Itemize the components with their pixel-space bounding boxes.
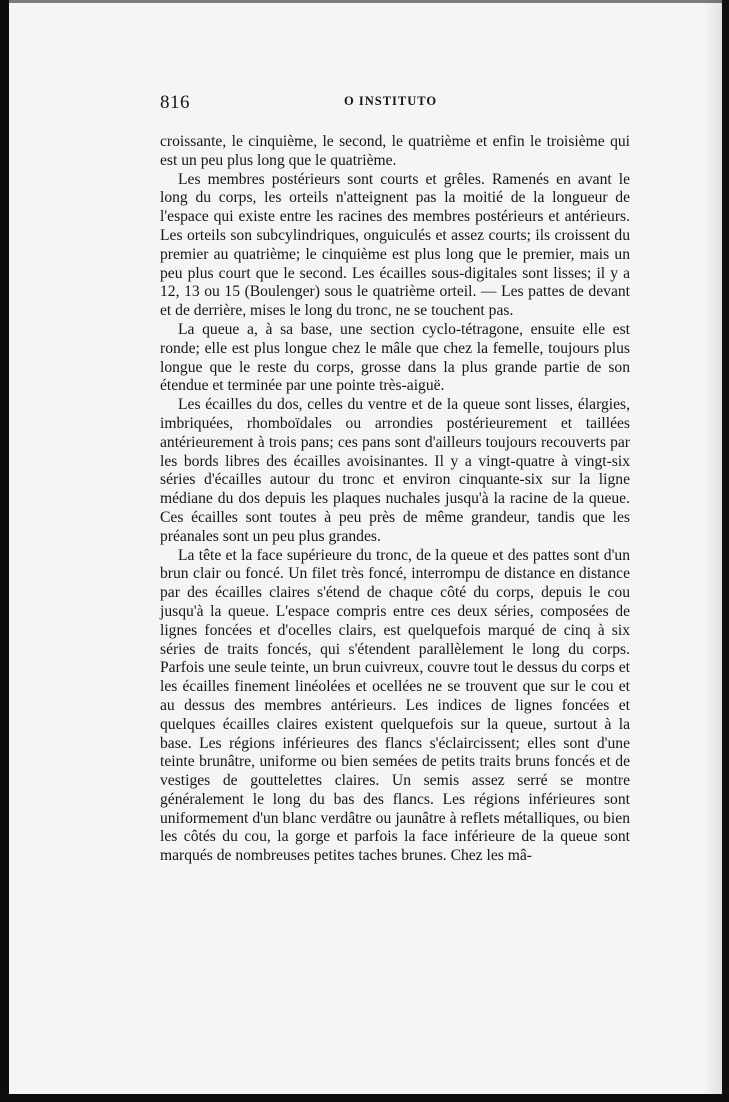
paragraph-tail: La queue a, à sa base, une section cyclo-tétragone, ensuite elle est ronde; elle est plus longue chez le mâle que chez la femelle, toujours plus longue que le reste du corps, grosse dans la plus grande partie de son étendue et terminée par une pointe très-aiguë. [160,320,630,395]
running-title: O INSTITUTO [344,94,438,108]
scan-edge-left [0,0,9,1102]
scan-edge-bottom [0,1094,729,1102]
page-shadow [704,0,722,1094]
body-text [160,133,630,866]
scan-edge-right [722,0,729,1102]
paragraph-scales: Les écailles du dos, celles du ventre et de la queue sont lisses, élargies, imbriquées, rhomboïdales ou arrondies postérieurement et taillées antérieurement à trois pans; ces pans sont d'ailleurs toujours recouverts par les bords libres des écailles avoisinantes. Il y a vingt-quatre à vingt-six séries d'écailles autour du tronc et environ cinquante-six sur la ligne médiane du dos depuis les plaques nuchales jusqu'à la racine de la queue. Ces écailles sont toutes à peu près de même grandeur, tandis que les préanales sont un peu plus grandes. [160,396,630,545]
paragraph-continuation: croissante, le cinquième, le second, le quatrième et enfin le troisième qui est un peu plus long que le quatrième. [160,133,630,169]
paragraph-hind-limbs: Les membres postérieurs sont courts et grêles. Ramenés en avant le long du corps, les orteils n'atteignent pas la moitié de la longueur de l'espace qui existe entre les racines des membres postérieurs et antérieurs. Les orteils son subcylindriques, onguiculés et assez courts; ils croissent du premier au quatrième; le cinquième est plus long que le premier, mais un peu plus court que le second. Les écailles sous-digitales sont lisses; il y a 12, 13 ou 15 (Boulenger) sous le quatrième orteil. — Les pattes de devant et de derrière, mises le long du tronc, ne se touchent pas. [160,170,630,320]
scan-edge-top [0,0,729,3]
page-number: 816 [160,92,190,113]
paragraph-coloration: La tête et la face supérieure du tronc, de la queue et des pattes sont d'un brun clair ou foncé. Un filet très foncé, interrompu de distance en distance par des écailles claires s'étend de chaque côté du corps, depuis le cou jusqu'à la queue. L'espace compris entre ces deux séries, composées de lignes foncées et d'ocelles clairs, est quelquefois marqué de cinq à six séries de traits foncés, qui s'étendent parallèlement le long du corps. Parfois une seule teinte, un brun cuivreux, couvre tout le dessus du corps et les écailles finement linéolées et ocellées ne se trouvent que sur le cou et au dessus des membres antérieurs. Les indices de lignes foncées et quelques écailles claires existent quelquefois sur la queue, surtout à la base. Les régions inférieures des flancs s'éclaircissent; elles sont d'une teinte brunâtre, uniforme ou bien semées de petits traits bruns foncés et de vestiges de gouttelettes claires. Un semis assez serré se montre généralement le long du bas des flancs. Les régions inférieures sont uniformement d'un blanc verdâtre ou jaunâtre à reflets métalliques, ou bien les côtés du cou, la gorge et parfois la face inférieure de la queue sont marqués de nombreuses petites taches brunes. Chez les mâ- [160,546,630,865]
page-header [160,92,630,114]
